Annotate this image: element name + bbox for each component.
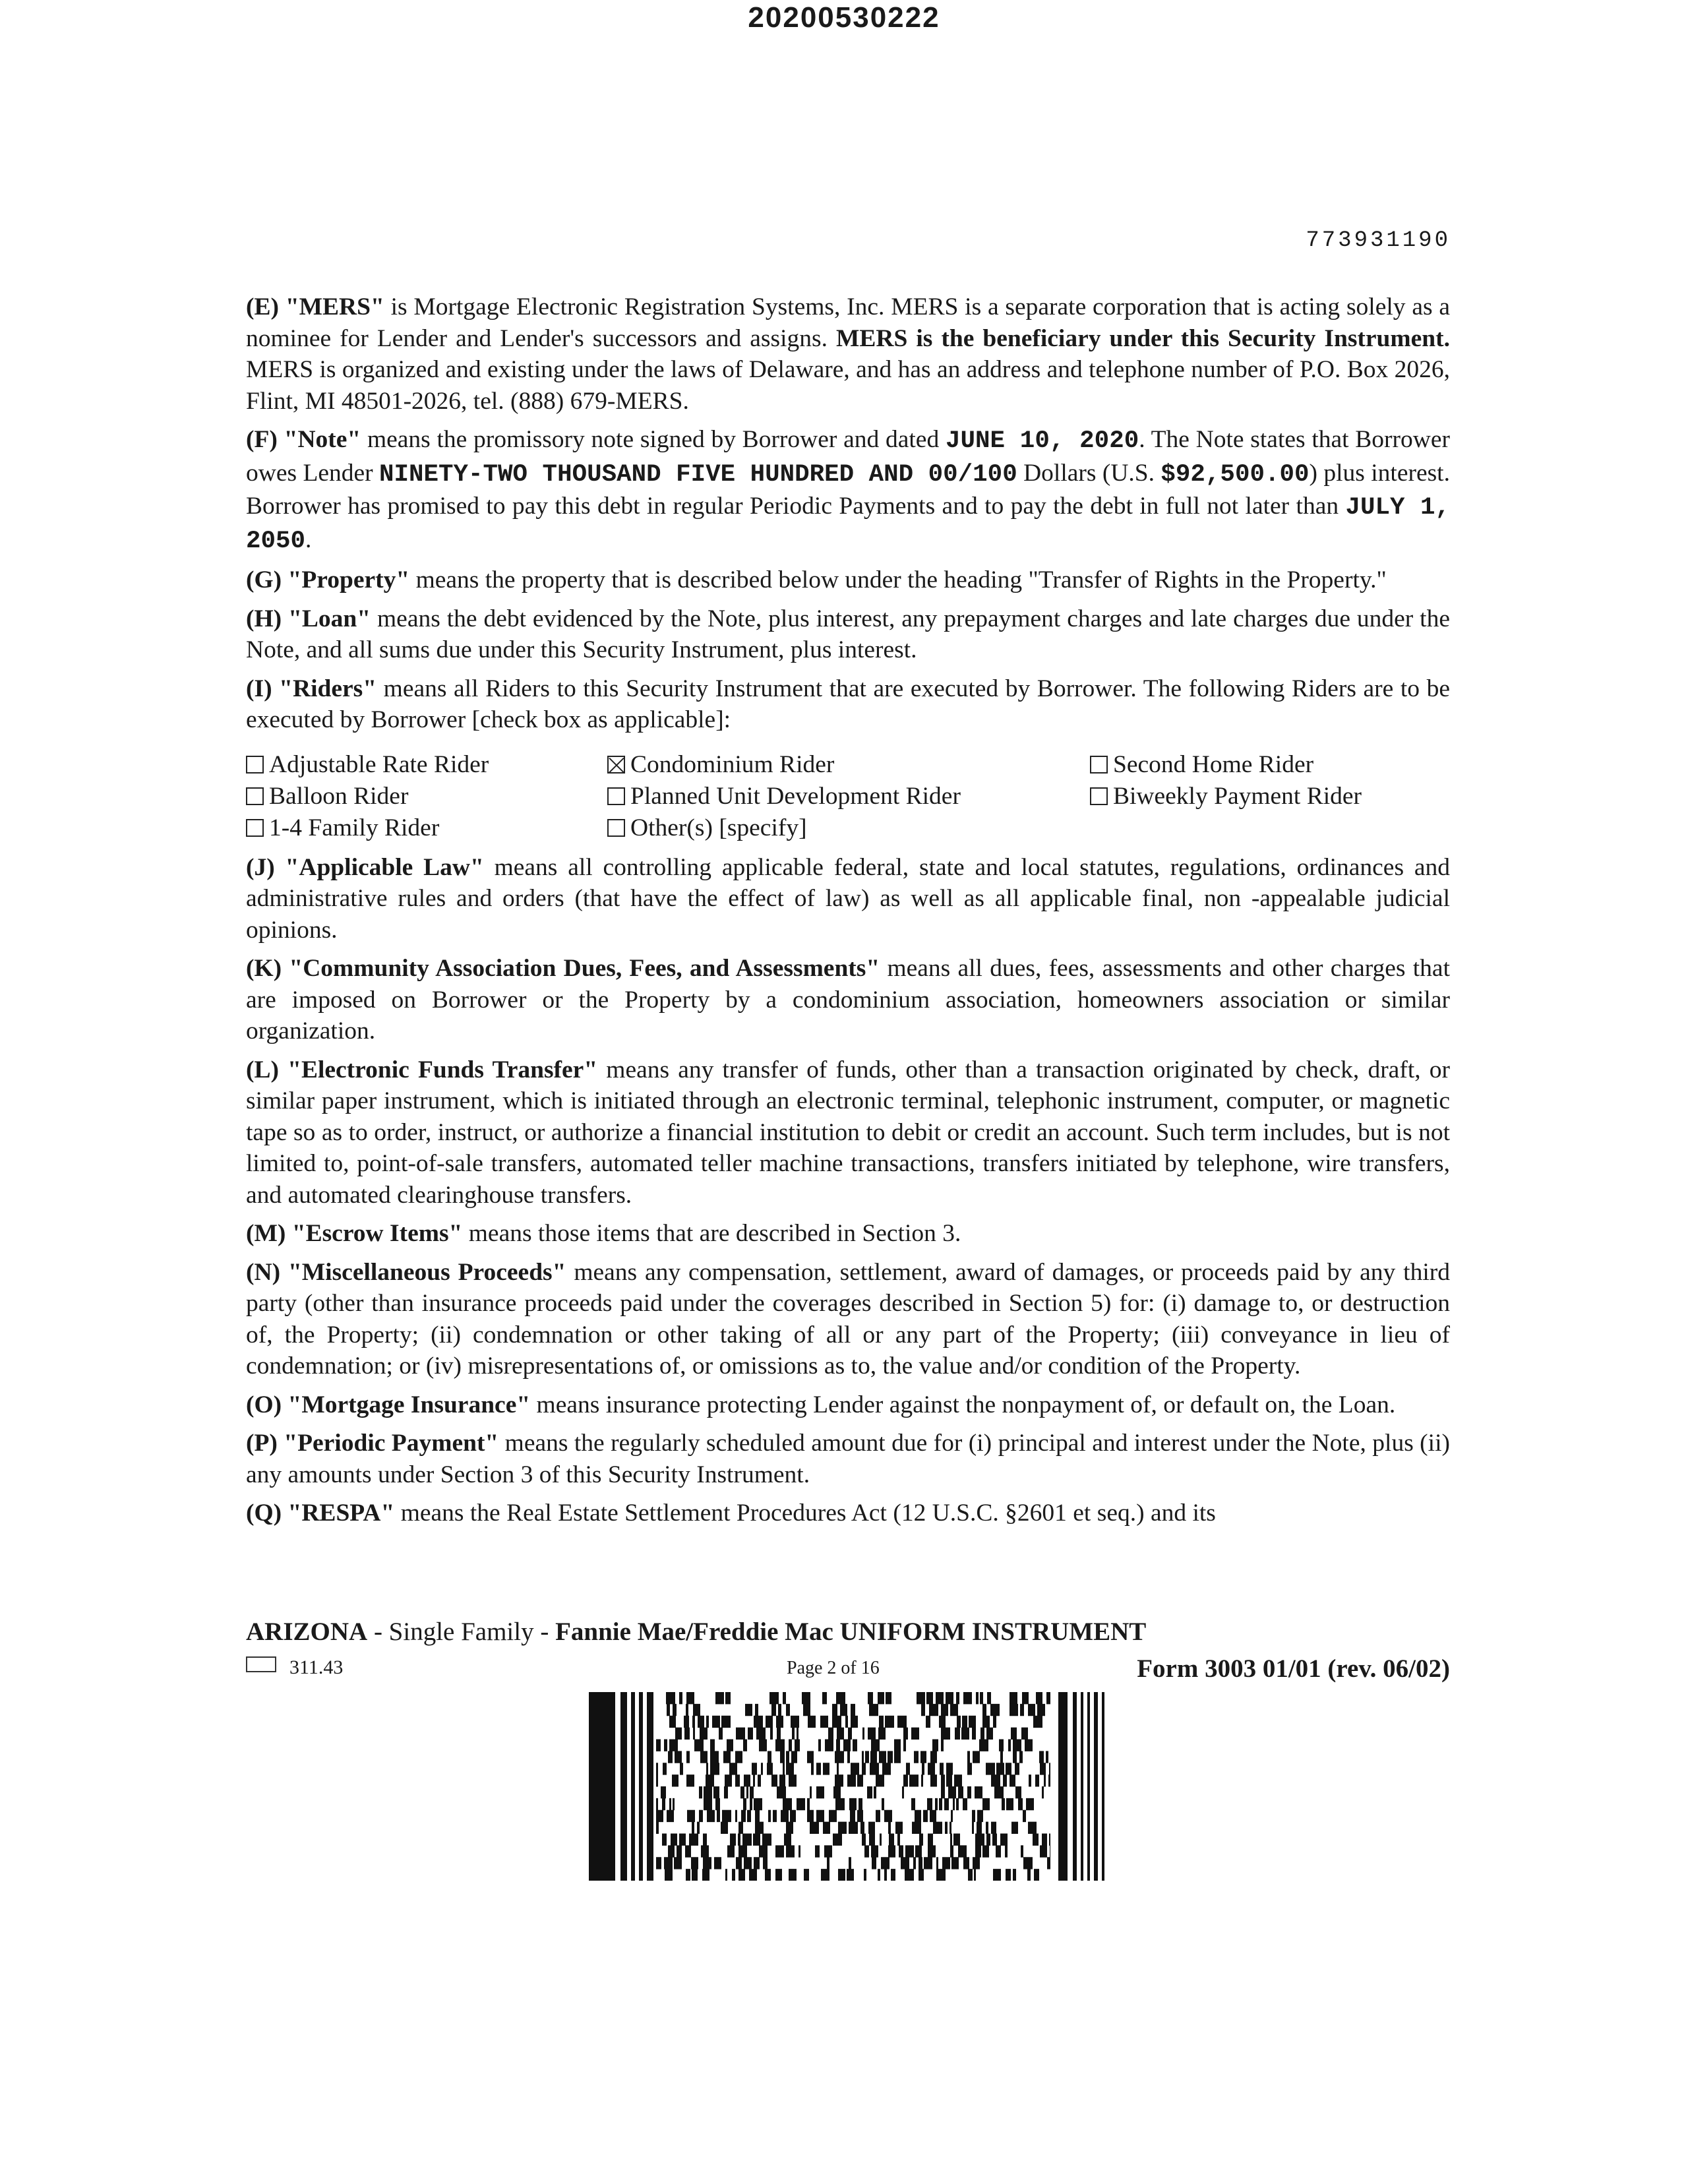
recording-number: 20200530222	[748, 1, 940, 34]
definition-label: (O)	[246, 1391, 282, 1418]
definition-text: is Mortgage Electronic Registration Systems, Inc. MERS is a separate corporation that is acting solely as a nominee for Lender and Lender's successors and assigns.	[246, 293, 1451, 352]
mers-beneficiary-statement: MERS is the beneficiary under this Security Instrument.	[835, 324, 1450, 352]
loan-amount-words: NINETY-TWO THOUSAND FIVE HUNDRED AND 00/100	[379, 460, 1017, 489]
rider-label: Other(s) [specify]	[630, 814, 807, 841]
definition-text: means the Real Estate Settlement Procedures Act (12 U.S.C. §2601 et seq.) and its	[394, 1500, 1216, 1527]
checkbox-unchecked-icon[interactable]	[1090, 756, 1108, 774]
definition-text: means all Riders to this Security Instrument that are executed by Borrower. The following Riders are to be executed by Borrower [check box as applicable]:	[246, 675, 1451, 733]
definition-term: "Electronic Funds Transfer"	[287, 1056, 598, 1083]
footer-separator: - Single Family -	[367, 1618, 556, 1646]
definition-text: means those items that are described in Section 3.	[462, 1220, 961, 1247]
definition-term: "Periodic Payment"	[284, 1430, 499, 1457]
definition-f	[246, 424, 1450, 557]
definition-text: MERS is organized and existing under the laws of Delaware, and has an address and telephone number of P.O. Box 2026, Flint, MI 48501-2026, tel. (888) 679-MERS.	[246, 356, 1450, 415]
definition-label: (P)	[246, 1430, 278, 1457]
definition-text: Dollars (U.S.	[1017, 459, 1161, 487]
definition-p	[246, 1428, 1450, 1490]
checkbox-unchecked-icon[interactable]	[1090, 787, 1108, 805]
checkbox-unchecked-icon[interactable]	[607, 819, 625, 837]
rider-balloon[interactable]	[246, 781, 607, 812]
definition-label: (I)	[246, 675, 272, 702]
definition-label: (E)	[246, 293, 279, 320]
definition-text: means the debt evidenced by the Note, plus interest, any prepayment charges and late charges due under the Note, and all sums due under this Security Instrument, plus interest.	[246, 605, 1450, 663]
checkbox-unchecked-icon[interactable]	[607, 787, 625, 805]
rider-planned-unit-development[interactable]	[607, 781, 1090, 812]
form-code	[246, 1656, 343, 1679]
definition-q	[246, 1498, 1450, 1529]
loan-number: 773931190	[1306, 228, 1451, 253]
rider-label: Balloon Rider	[269, 782, 409, 810]
footer-row	[246, 1654, 1450, 1687]
checkbox-unchecked-icon[interactable]	[246, 787, 264, 805]
definition-term: "Mortgage Insurance"	[287, 1391, 531, 1418]
footer-instrument: Fannie Mae/Freddie Mac UNIFORM INSTRUMENT	[555, 1618, 1147, 1646]
definition-l	[246, 1054, 1450, 1211]
definition-text: ) plus interest. Borrower has promised to pay this debt in regular Periodic Payments and to pay the debt in full not later than	[246, 459, 1450, 520]
definition-term: "RESPA"	[287, 1500, 395, 1527]
loan-amount: $92,500.00	[1160, 460, 1310, 489]
page-number: Page 2 of 16	[787, 1658, 880, 1678]
form-number: Form 3003 01/01 (rev. 06/02)	[1137, 1654, 1450, 1683]
rider-adjustable-rate[interactable]	[246, 749, 607, 781]
definition-label: (F)	[246, 426, 278, 453]
maturity-date: JULY 1, 2050	[246, 494, 1450, 555]
barcode-icon	[589, 1692, 1108, 1881]
definition-label: (G)	[246, 566, 282, 593]
definition-term: "Escrow Items"	[291, 1220, 463, 1247]
definition-e	[246, 291, 1450, 417]
checkbox-unchecked-icon[interactable]	[246, 756, 264, 774]
rider-other[interactable]	[607, 812, 1090, 844]
definition-text: means all controlling applicable federal, state and local statutes, regulations, ordinances and administrative rules and orders (that have the effect of law) as well as all applicable final, non -appealable judicial opinions.	[246, 853, 1450, 944]
rider-biweekly-payment[interactable]	[1090, 781, 1450, 812]
note-date: JUNE 10, 2020	[945, 427, 1139, 455]
definition-term: "MERS"	[285, 293, 384, 320]
form-code-value: 311.43	[289, 1656, 344, 1678]
definition-term: "Applicable Law"	[285, 853, 484, 881]
definition-text: means insurance protecting Lender against the nonpayment of, or default on, the Loan.	[530, 1391, 1396, 1418]
definition-o	[246, 1389, 1450, 1421]
definition-term: "Property"	[287, 566, 410, 593]
rider-condominium[interactable]	[607, 749, 1090, 781]
definition-text: . The Note states that Borrower owes Lender	[246, 426, 1450, 487]
definition-term: "Community Association Dues, Fees, and Assessments"	[289, 955, 880, 982]
definition-label: (H)	[246, 605, 282, 632]
checkbox-unchecked-icon[interactable]	[246, 819, 264, 837]
rider-label: Biweekly Payment Rider	[1113, 782, 1362, 810]
definition-h	[246, 603, 1450, 666]
footer-title	[246, 1617, 1146, 1647]
rider-label: Planned Unit Development Rider	[630, 782, 961, 810]
form-code-icon	[246, 1656, 276, 1672]
definition-n	[246, 1257, 1450, 1382]
footer-state: ARIZONA	[246, 1618, 368, 1646]
definition-text: means the promissory note signed by Borrower and dated	[361, 426, 946, 453]
definition-j	[246, 852, 1450, 946]
definition-label: (N)	[246, 1258, 281, 1286]
definition-text: means any compensation, settlement, award of damages, or proceeds paid by any third party (other than insurance proceeds paid under the coverages described in Section 5) for: (i) damage to, or destruction of, the Property; (ii) condemnation or other taking of all or any part of the Property; (iii) conveyance in lieu of condemnation; or (iv) misrepresentations of, or omissions as to, the value and/or condition of the Property.	[246, 1258, 1450, 1380]
definition-text: .	[305, 526, 312, 553]
definition-text: means the regularly scheduled amount due for (i) principal and interest under the Note, plus (ii) any amounts under Section 3 of this Security Instrument.	[246, 1430, 1451, 1488]
definition-m	[246, 1218, 1450, 1250]
rider-1-4-family[interactable]	[246, 812, 607, 844]
definition-label: (M)	[246, 1220, 286, 1247]
definition-label: (L)	[246, 1056, 279, 1083]
definition-label: (J)	[246, 853, 275, 881]
definition-g	[246, 564, 1450, 596]
definition-term: "Loan"	[288, 605, 371, 632]
definition-k	[246, 953, 1450, 1047]
rider-label: Second Home Rider	[1113, 750, 1314, 778]
definition-term: "Note"	[284, 426, 361, 453]
document-body	[246, 291, 1450, 1536]
riders-checklist	[246, 749, 1450, 844]
definition-term: "Miscellaneous Proceeds"	[287, 1258, 566, 1286]
definition-text: means the property that is described below under the heading "Transfer of Rights in the Property."	[409, 566, 1387, 593]
rider-label: Adjustable Rate Rider	[269, 750, 489, 778]
definition-label: (K)	[246, 955, 282, 982]
definition-term: "Riders"	[279, 675, 377, 702]
definition-text: means any transfer of funds, other than a transaction originated by check, draft, or similar paper instrument, which is initiated through an electronic terminal, telephonic instrument, computer, or magnetic tape so as to order, instruct, or authorize a financial institution to debit or credit an account. Such term includes, but is not limited to, point-of-sale transfers, automated teller machine transactions, transfers initiated by telephone, wire transfers, and automated clearinghouse transfers.	[246, 1056, 1450, 1209]
rider-label: Condominium Rider	[630, 750, 835, 778]
rider-second-home[interactable]	[1090, 749, 1450, 781]
definition-label: (Q)	[246, 1500, 282, 1527]
rider-label: 1-4 Family Rider	[269, 814, 440, 841]
checkbox-checked-icon[interactable]	[607, 756, 625, 774]
definition-i	[246, 673, 1450, 736]
definition-text: means all dues, fees, assessments and other charges that are imposed on Borrower or the Property by a condominium association, homeowners association or similar organization.	[246, 955, 1450, 1045]
